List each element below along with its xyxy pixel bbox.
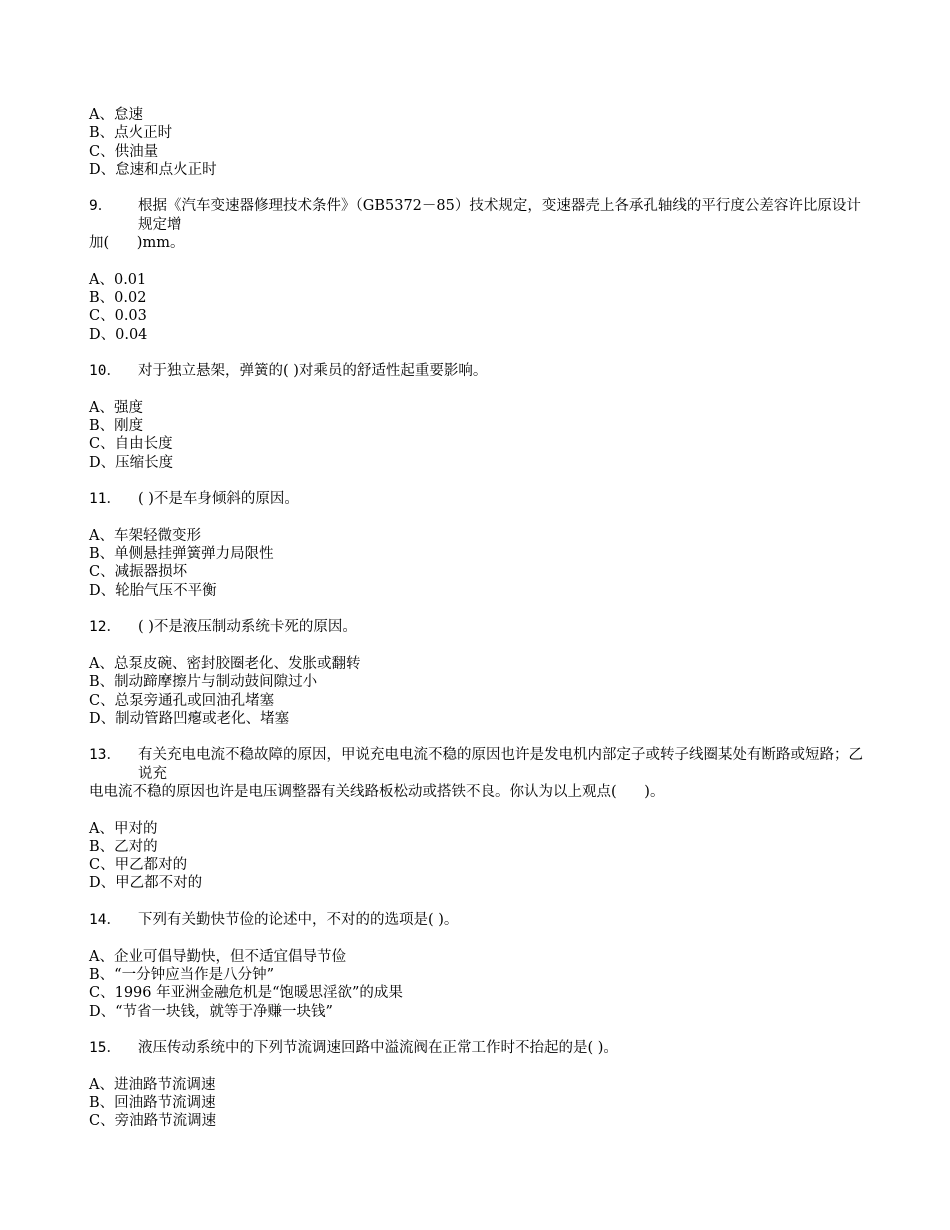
option-line: A、0.01 — [89, 271, 147, 288]
option-line: A、总泵皮碗、密封胶圈老化、发胀或翻转 — [89, 655, 361, 672]
question-9 — [89, 197, 869, 234]
question-continuation: 加( )mm。 — [89, 235, 185, 252]
question-text: 根据《汽车变速器修理技术条件》（GB5372－85）技术规定，变速器壳上各承孔轴线的平行度公差容许比原设计规定增 — [138, 198, 861, 233]
option-line: D、轮胎气压不平衡 — [89, 582, 217, 599]
option-line: C、供油量 — [89, 143, 159, 160]
option-line: B、乙对的 — [89, 838, 158, 855]
option-line: B、制动蹄摩擦片与制动鼓间隙过小 — [89, 674, 318, 691]
question-14 — [89, 911, 869, 929]
option-line: C、旁油路节流调速 — [89, 1113, 217, 1130]
question-text: 对于独立悬架，弹簧的( )对乘员的舒适性起重要影响。 — [138, 363, 488, 380]
question-list — [89, 106, 869, 1131]
option-line: C、甲乙都对的 — [89, 857, 188, 874]
option-line: B、点火正时 — [89, 125, 173, 142]
option-line: D、“节省一块钱，就等于净赚一块钱” — [89, 1003, 333, 1020]
question-number: 10． — [89, 363, 121, 380]
option-line: C、总泵旁通孔或回油孔堵塞 — [89, 692, 275, 709]
question-13 — [89, 746, 869, 783]
option-line: D、甲乙都不对的 — [89, 875, 203, 892]
option-line: C、1996 年亚洲金融危机是“饱暖思淫欲”的成果 — [89, 985, 403, 1002]
option-line: B、“一分钟应当作是八分钟” — [89, 966, 274, 983]
option-line: B、0.02 — [89, 289, 147, 306]
option-line: B、刚度 — [89, 418, 144, 435]
option-line: A、车架轻微变形 — [89, 527, 201, 544]
option-line: D、0.04 — [89, 326, 148, 343]
question-text: ( )不是液压制动系统卡死的原因。 — [138, 619, 357, 636]
question-11 — [89, 490, 869, 508]
question-number: 15． — [89, 1040, 121, 1057]
option-line: A、怠速 — [89, 107, 143, 123]
option-line: A、进油路节流调速 — [89, 1076, 216, 1093]
question-continuation: 电电流不稳的原因也许是电压调整器有关线路板松动或搭铁不良。你认为以上观点( )。 — [89, 783, 665, 800]
question-number: 13． — [89, 747, 121, 764]
question-text: 液压传动系统中的下列节流调速回路中溢流阀在正常工作时不抬起的是( )。 — [138, 1040, 618, 1057]
question-text: 下列有关勤快节俭的论述中，不对的的选项是( )。 — [138, 912, 459, 929]
option-line: D、压缩长度 — [89, 454, 174, 471]
option-line: C、减振器损坏 — [89, 564, 188, 581]
option-line: B、回油路节流调速 — [89, 1095, 216, 1112]
question-12 — [89, 618, 869, 636]
option-line: D、怠速和点火正时 — [89, 161, 217, 178]
question-text: 有关充电电流不稳故障的原因，甲说充电电流不稳的原因也许是发电机内部定子或转子线圈某处有断路或短路；乙说充 — [138, 747, 863, 782]
option-line: D、制动管路凹瘪或老化、堵塞 — [89, 710, 290, 727]
option-line: A、企业可倡导勤快，但不适宜倡导节俭 — [89, 948, 346, 965]
option-line: A、强度 — [89, 399, 143, 416]
option-line: C、自由长度 — [89, 436, 173, 453]
question-10 — [89, 362, 869, 380]
question-15 — [89, 1039, 869, 1057]
question-number: 11． — [89, 491, 121, 508]
option-line: C、0.03 — [89, 308, 147, 325]
question-text: ( )不是车身倾斜的原因。 — [138, 491, 299, 508]
option-line: B、单侧悬挂弹簧弹力局限性 — [89, 546, 274, 563]
option-line: A、甲对的 — [89, 820, 158, 837]
question-number: 14． — [89, 912, 121, 929]
question-number: 12． — [89, 619, 121, 636]
question-number: 9． — [89, 198, 113, 215]
